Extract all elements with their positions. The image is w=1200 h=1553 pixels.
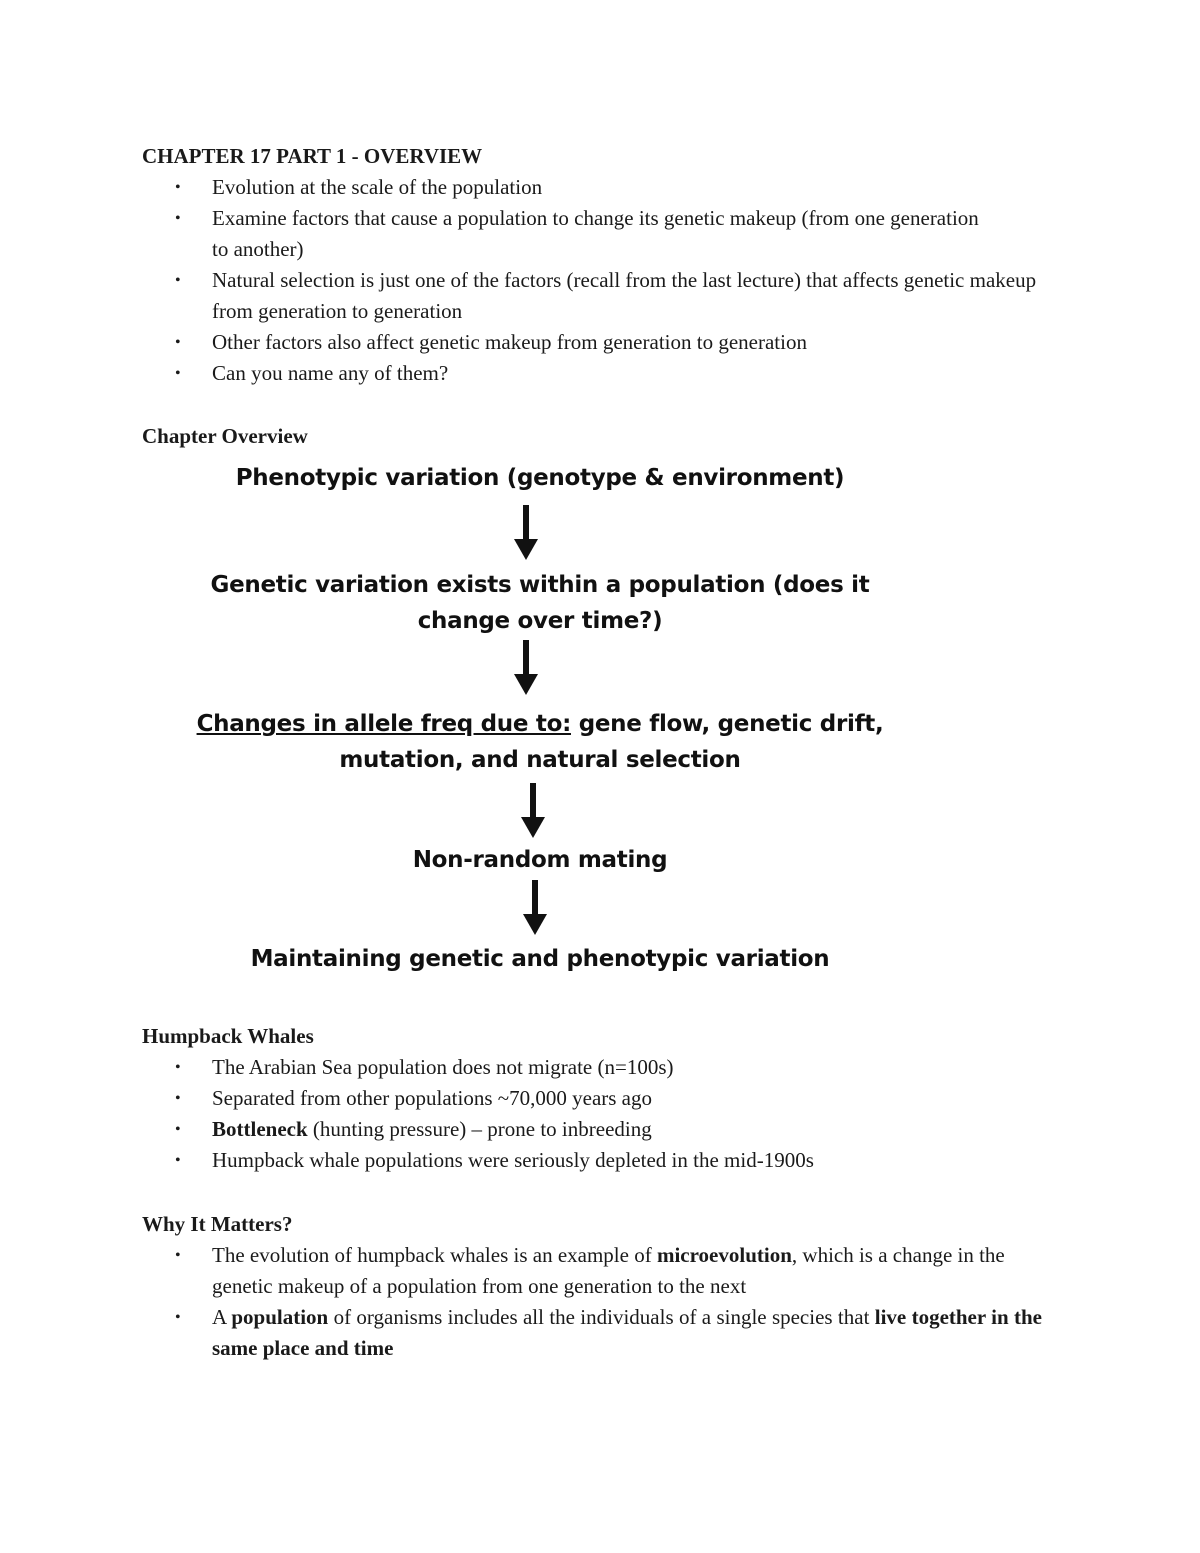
bullet-icon: • — [175, 365, 181, 382]
bullet-icon: • — [175, 1309, 181, 1326]
list-item: • Humpback whale populations were seriously depleted in the mid-1900s — [142, 1145, 1062, 1176]
list-item: • Natural selection is just one of the factors (recall from the last lecture) that affects genetic makeup from generation to generation — [142, 265, 1062, 327]
list-item: • Other factors also affect genetic makeup from generation to generation — [142, 327, 1062, 358]
bullet-icon: • — [175, 179, 181, 196]
chapter-title: CHAPTER 17 PART 1 - OVERVIEW — [142, 144, 483, 168]
underlined-phrase: Changes in allele freq due to: — [196, 711, 571, 737]
flow-step-phenotypic-variation: Phenotypic variation (genotype & environment) — [235, 465, 845, 491]
chapter-overview-heading: Chapter Overview — [142, 424, 308, 448]
humpback-whales-bullet-list — [142, 1052, 1062, 1176]
why-it-matters-heading: Why It Matters? — [142, 1212, 293, 1236]
list-item: • Evolution at the scale of the population — [142, 172, 1062, 203]
bullet-icon: • — [175, 1121, 181, 1138]
list-item: • Can you name any of them? — [142, 358, 1062, 389]
flow-step-maintaining-variation: Maintaining genetic and phenotypic variation — [250, 946, 830, 972]
flow-step-genetic-variation: Genetic variation exists within a population (does it change over time?) — [210, 572, 870, 634]
bullet-icon: • — [175, 210, 181, 227]
list-item: • Separated from other populations ~70,000 years ago — [142, 1083, 1062, 1114]
down-arrow-icon — [512, 640, 540, 696]
down-arrow-icon — [512, 505, 540, 561]
overview-bullet-list — [142, 172, 1062, 389]
why-it-matters-bullet-list — [142, 1240, 1042, 1364]
bullet-icon: • — [175, 334, 181, 351]
list-item: • Bottleneck (hunting pressure) – prone to inbreeding — [142, 1114, 1062, 1145]
list-item: • A population of organisms includes all the individuals of a single species that live together in the same place and time — [142, 1302, 1042, 1364]
humpback-whales-heading: Humpback Whales — [142, 1024, 314, 1048]
flow-step-non-random-mating: Non-random mating — [412, 847, 668, 873]
bullet-icon: • — [175, 1059, 181, 1076]
down-arrow-icon — [519, 783, 547, 839]
bullet-icon: • — [175, 1090, 181, 1107]
list-item: • Examine factors that cause a population to change its genetic makeup (from one generation to another) — [142, 203, 992, 265]
down-arrow-icon — [521, 880, 549, 936]
flow-step-allele-frequency-changes: Changes in allele freq due to: gene flow, genetic drift, mutation, and natural selection — [196, 711, 884, 773]
list-item: • The evolution of humpback whales is an example of microevolution, which is a change in the genetic makeup of a population from one generation to the next — [142, 1240, 1042, 1302]
bullet-icon: • — [175, 1152, 181, 1169]
bullet-icon: • — [175, 272, 181, 289]
list-item: • The Arabian Sea population does not migrate (n=100s) — [142, 1052, 1062, 1083]
bullet-icon: • — [175, 1247, 181, 1264]
